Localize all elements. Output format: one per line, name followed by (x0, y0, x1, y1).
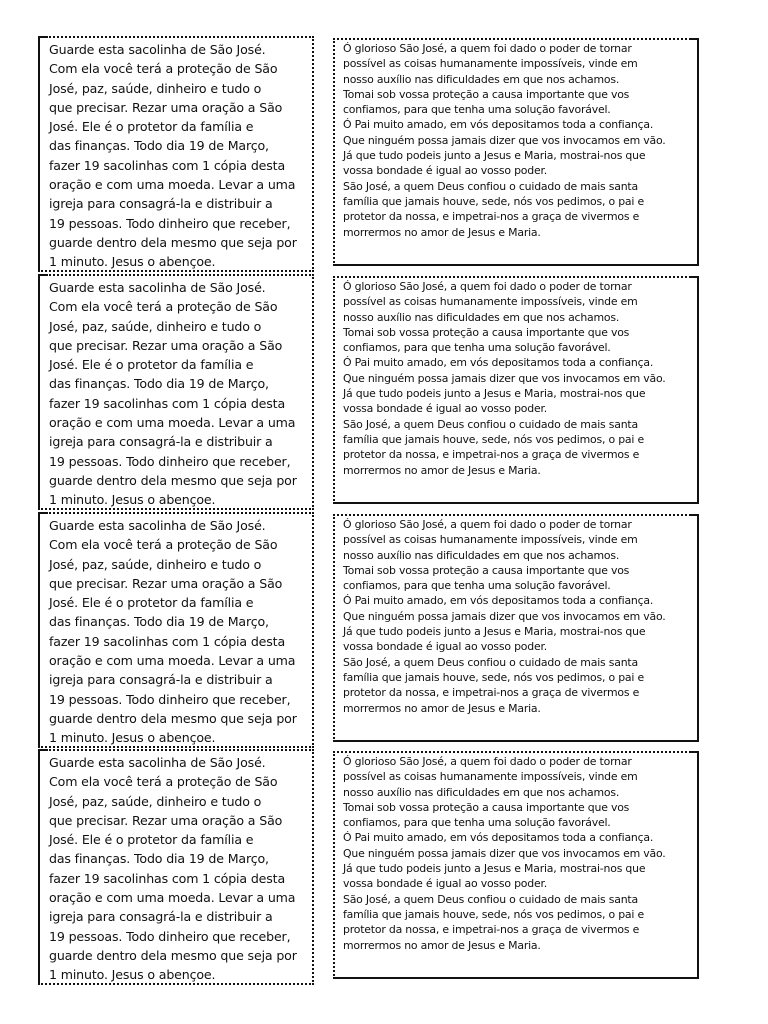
prayer-card-1 (333, 38, 699, 266)
cut-mark (689, 751, 699, 753)
instruction-text: Guarde esta sacolinha de São José. Com ela você terá a proteção de São José, paz, saúde, dinheiro e tudo o que precisar. Rezar uma oração a São José. Ele é o protetor da família e das finanças. Todo dia 19 de Março, fazer 19 sacolinhas com 1 cópia desta oração e com uma moeda. Levar a uma igreja para consagrá-la e distribuir a 19 pessoas. Todo dinheiro que receber, guarde dentro dela mesmo que seja por 1 minuto. Jesus o abençoe. (49, 280, 297, 508)
prayer-text: Ó glorioso São José, a quem foi dado o poder de tornar possível as coisas humanamente impossíveis, vinde em nosso auxílio nas dificuldades em que nos achamos. Tomai sob vossa proteção a causa importante que vos confiamos, para que tenha uma solução favorável. Ó Pai muito amado, em vós depositamos toda a confiança. Que ninguém possa jamais dizer que vos invocamos em vão. Já que tudo podeis junto a Jesus e Maria, mostrai-nos que vossa bondade é igual ao vosso poder. São José, a quem Deus confiou o cuidado de mais santa família que jamais houve, sede, nós vos pedimos, o pai e protetor da nossa, e impetrai-nos a graça de vivermos e morrermos no amor de Jesus e Maria. (343, 280, 666, 477)
cut-mark (689, 38, 699, 40)
prayer-card-2 (333, 276, 699, 504)
prayer-card-3 (333, 514, 699, 742)
instruction-card-1 (38, 36, 314, 272)
instruction-card-2 (38, 274, 314, 510)
instruction-text: Guarde esta sacolinha de São José. Com ela você terá a proteção de São José, paz, saúde, dinheiro e tudo o que precisar. Rezar uma oração a São José. Ele é o protetor da família e das finanças. Todo dia 19 de Março, fazer 19 sacolinhas com 1 cópia desta oração e com uma moeda. Levar a uma igreja para consagrá-la e distribuir a 19 pessoas. Todo dinheiro que receber, guarde dentro dela mesmo que seja por 1 minuto. Jesus o abençoe. (49, 755, 297, 983)
instruction-card-3 (38, 512, 314, 748)
prayer-text: Ó glorioso São José, a quem foi dado o poder de tornar possível as coisas humanamente impossíveis, vinde em nosso auxílio nas dificuldades em que nos achamos. Tomai sob vossa proteção a causa importante que vos confiamos, para que tenha uma solução favorável. Ó Pai muito amado, em vós depositamos toda a confiança. Que ninguém possa jamais dizer que vos invocamos em vão. Já que tudo podeis junto a Jesus e Maria, mostrai-nos que vossa bondade é igual ao vosso poder. São José, a quem Deus confiou o cuidado de mais santa família que jamais houve, sede, nós vos pedimos, o pai e protetor da nossa, e impetrai-nos a graça de vivermos e morrermos no amor de Jesus e Maria. (343, 755, 666, 952)
instruction-text: Guarde esta sacolinha de São José. Com ela você terá a proteção de São José, paz, saúde, dinheiro e tudo o que precisar. Rezar uma oração a São José. Ele é o protetor da família e das finanças. Todo dia 19 de Março, fazer 19 sacolinhas com 1 cópia desta oração e com uma moeda. Levar a uma igreja para consagrá-la e distribuir a 19 pessoas. Todo dinheiro que receber, guarde dentro dela mesmo que seja por 1 minuto. Jesus o abençoe. (49, 518, 297, 746)
cut-mark (38, 274, 48, 276)
prayer-text: Ó glorioso São José, a quem foi dado o poder de tornar possível as coisas humanamente impossíveis, vinde em nosso auxílio nas dificuldades em que nos achamos. Tomai sob vossa proteção a causa importante que vos confiamos, para que tenha uma solução favorável. Ó Pai muito amado, em vós depositamos toda a confiança. Que ninguém possa jamais dizer que vos invocamos em vão. Já que tudo podeis junto a Jesus e Maria, mostrai-nos que vossa bondade é igual ao vosso poder. São José, a quem Deus confiou o cuidado de mais santa família que jamais houve, sede, nós vos pedimos, o pai e protetor da nossa, e impetrai-nos a graça de vivermos e morrermos no amor de Jesus e Maria. (343, 42, 666, 239)
cut-mark (38, 749, 48, 751)
instruction-card-4 (38, 749, 314, 985)
cut-mark (38, 36, 48, 38)
instruction-text: Guarde esta sacolinha de São José. Com ela você terá a proteção de São José, paz, saúde, dinheiro e tudo o que precisar. Rezar uma oração a São José. Ele é o protetor da família e das finanças. Todo dia 19 de Março, fazer 19 sacolinhas com 1 cópia desta oração e com uma moeda. Levar a uma igreja para consagrá-la e distribuir a 19 pessoas. Todo dinheiro que receber, guarde dentro dela mesmo que seja por 1 minuto. Jesus o abençoe. (49, 42, 297, 270)
cut-mark (689, 276, 699, 278)
prayer-card-4 (333, 751, 699, 979)
cut-mark (689, 514, 699, 516)
prayer-text: Ó glorioso São José, a quem foi dado o poder de tornar possível as coisas humanamente impossíveis, vinde em nosso auxílio nas dificuldades em que nos achamos. Tomai sob vossa proteção a causa importante que vos confiamos, para que tenha uma solução favorável. Ó Pai muito amado, em vós depositamos toda a confiança. Que ninguém possa jamais dizer que vos invocamos em vão. Já que tudo podeis junto a Jesus e Maria, mostrai-nos que vossa bondade é igual ao vosso poder. São José, a quem Deus confiou o cuidado de mais santa família que jamais houve, sede, nós vos pedimos, o pai e protetor da nossa, e impetrai-nos a graça de vivermos e morrermos no amor de Jesus e Maria. (343, 518, 666, 715)
cut-mark (38, 512, 48, 514)
